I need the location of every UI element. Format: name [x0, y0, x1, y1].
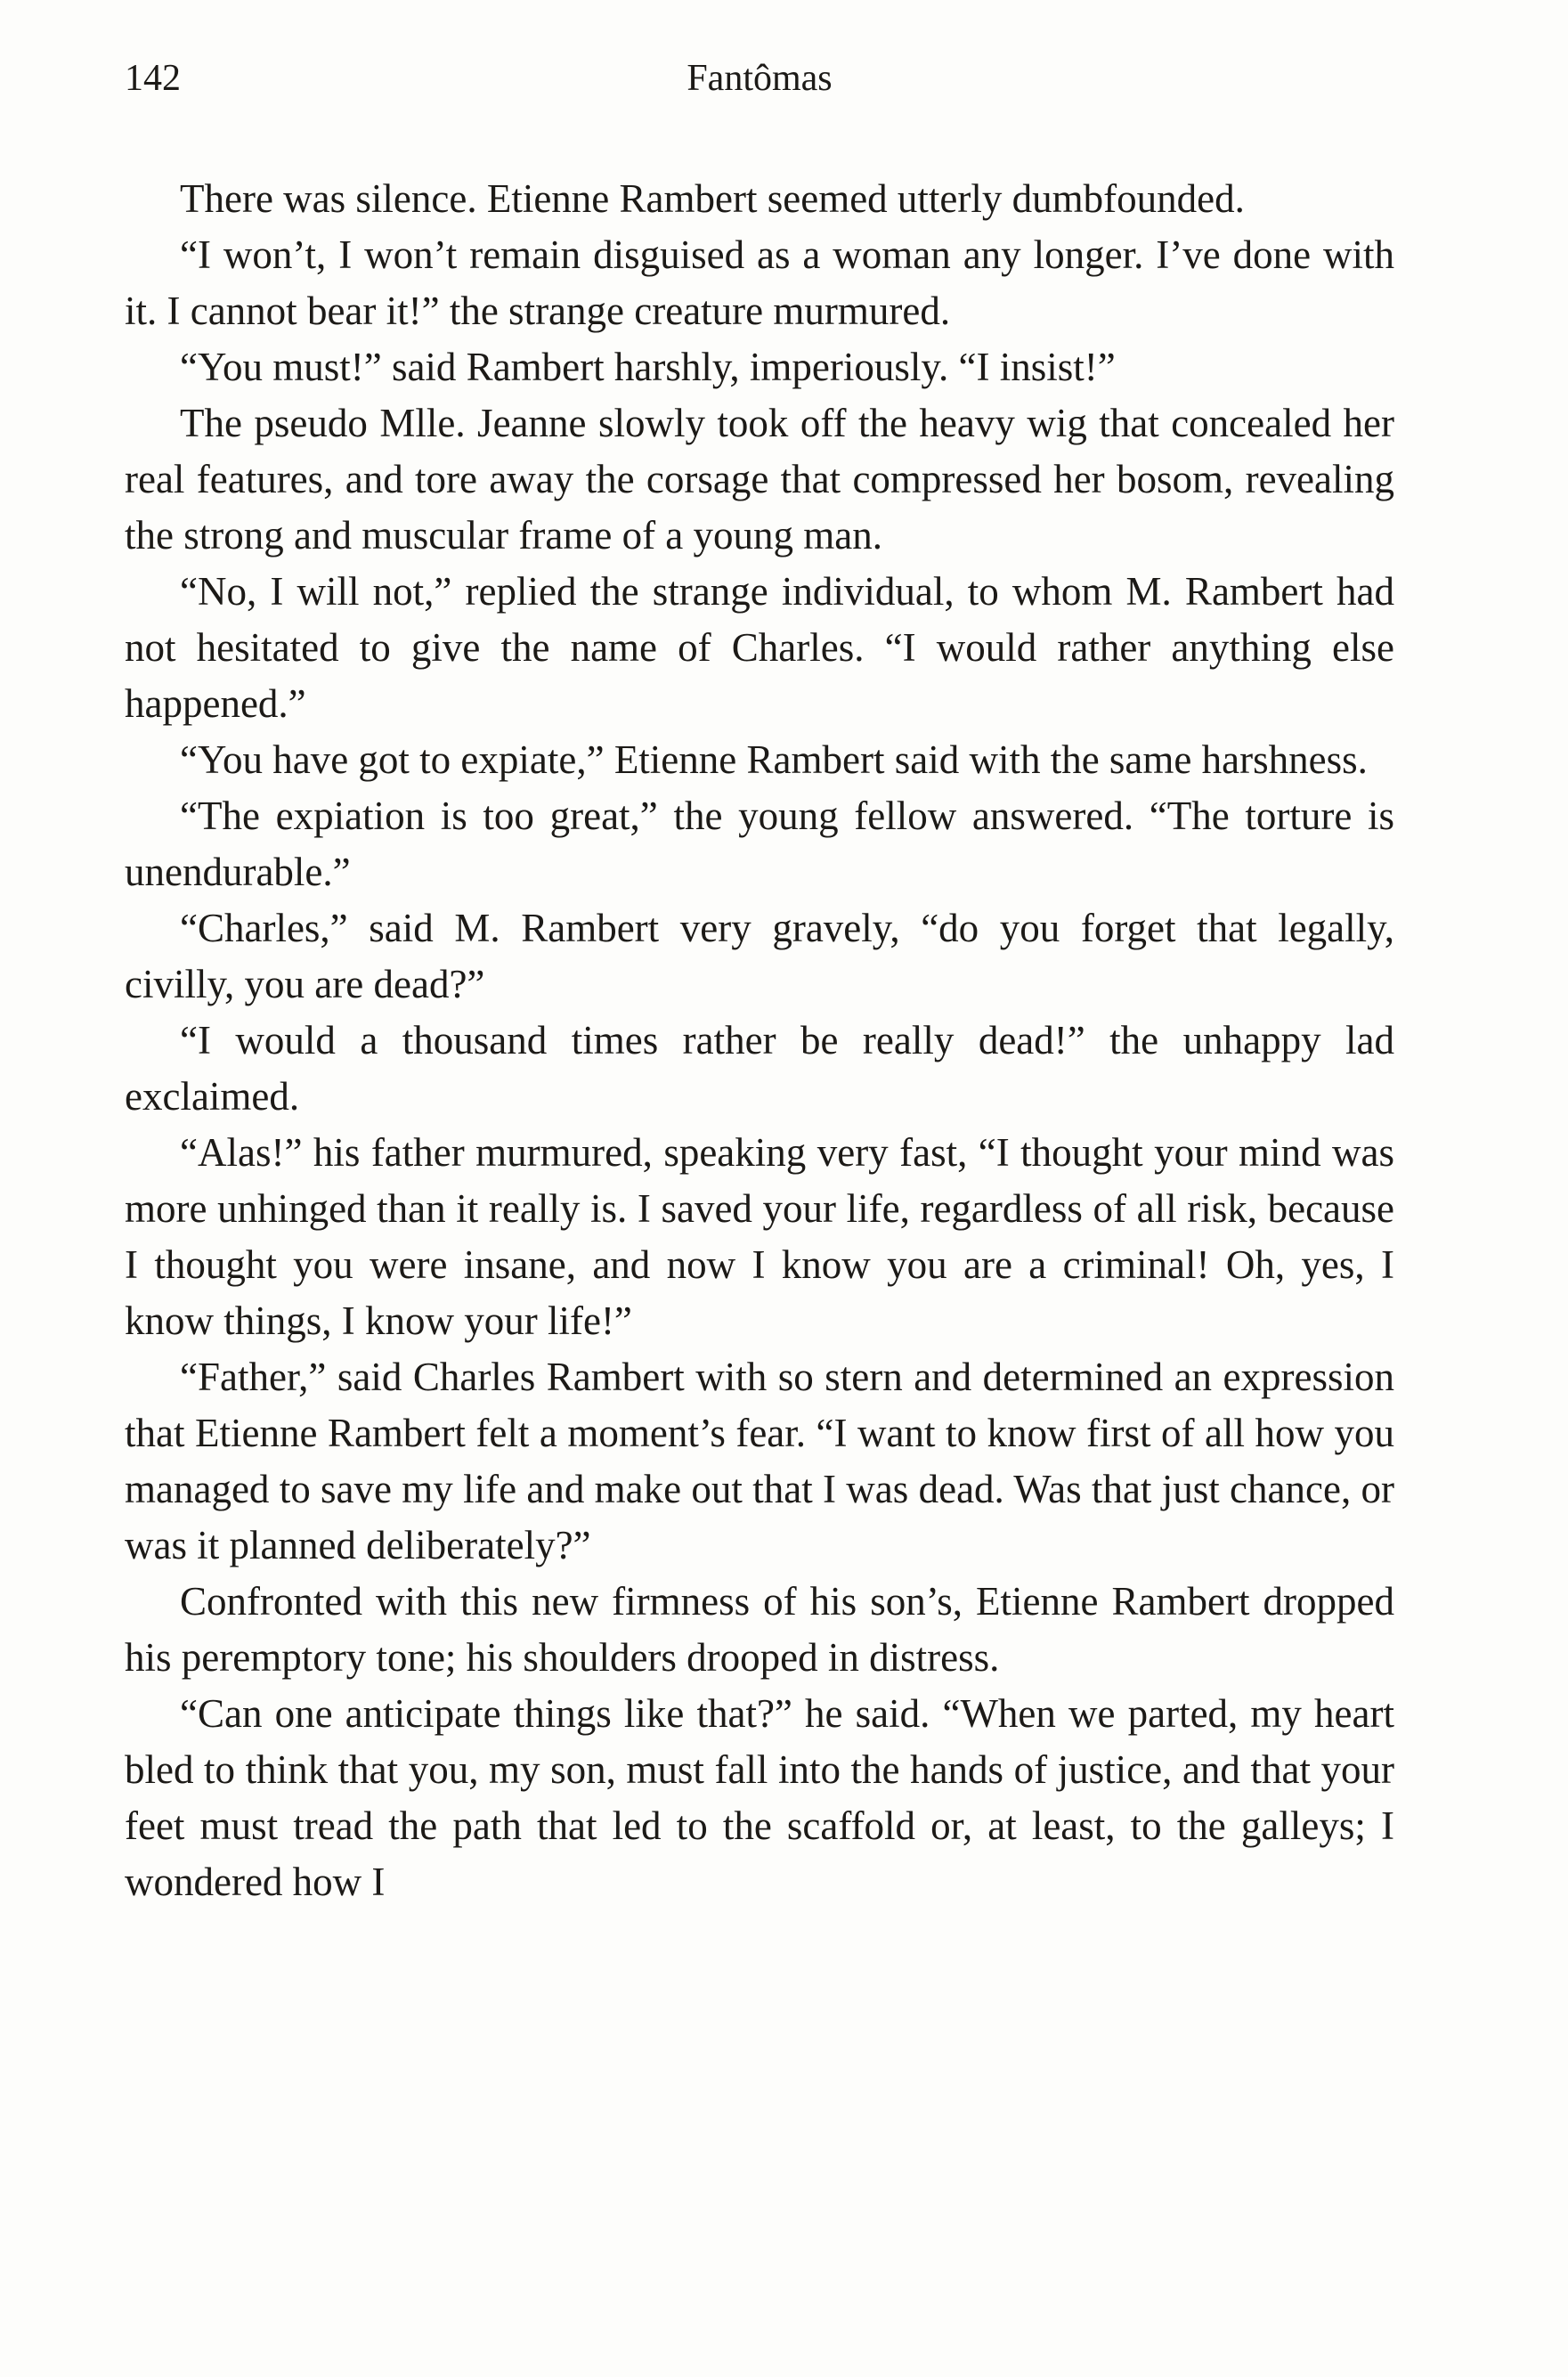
page-number: 142	[125, 58, 181, 99]
running-header-title: Fantômas	[687, 58, 833, 99]
paragraph: “I would a thousand times rather be really dead!” the unhappy lad exclaimed.	[125, 1018, 1394, 1119]
paragraph: “No, I will not,” replied the strange individual, to whom M. Rambert had not hesitated to give the name of Charles. “I would rather anything else happened.”	[125, 569, 1394, 726]
paragraph: “Father,” said Charles Rambert with so stern and determined an expression that Etienne Rambert felt a moment’s fear. “I want to know first of all how you managed to save my life and make out that I was dead. Was that just chance, or was it planned deliberately?”	[125, 1355, 1394, 1567]
paragraph: “You must!” said Rambert harshly, imperiously. “I insist!”	[180, 345, 1116, 389]
paragraph: “Charles,” said M. Rambert very gravely, “do you forget that legally, civilly, you are dead?”	[125, 906, 1394, 1006]
paragraph: “The expiation is too great,” the young fellow answered. “The torture is unendurable.”	[125, 794, 1394, 894]
paragraph: “I won’t, I won’t remain disguised as a woman any longer. I’ve done with it. I cannot bear it!” the strange creature murmured.	[125, 232, 1394, 333]
paragraph: “You have got to expiate,” Etienne Rambert said with the same harshness.	[180, 737, 1368, 782]
page-body	[125, 171, 1394, 1910]
paragraph: There was silence. Etienne Rambert seemed utterly dumbfounded.	[180, 176, 1245, 221]
paragraph: The pseudo Mlle. Jeanne slowly took off the heavy wig that concealed her real features, and tore away the corsage that compressed her bosom, revealing the strong and muscular frame of a young man.	[125, 401, 1394, 558]
page-header	[125, 55, 1394, 102]
paragraph: Confronted with this new firmness of his son’s, Etienne Rambert dropped his peremptory tone; his shoulders drooped in distress.	[125, 1579, 1394, 1680]
paragraph: “Alas!” his father murmured, speaking very fast, “I thought your mind was more unhinged than it really is. I saved your life, regardless of all risk, because I thought you were insane, and now I know you are a criminal! Oh, yes, I know things, I know your life!”	[125, 1130, 1394, 1343]
paragraph: “Can one anticipate things like that?” he said. “When we parted, my heart bled to think that you, my son, must fall into the hands of justice, and that your feet must tread the path that led to the scaffold or, at least, to the galleys; I wondered how I	[125, 1691, 1394, 1904]
